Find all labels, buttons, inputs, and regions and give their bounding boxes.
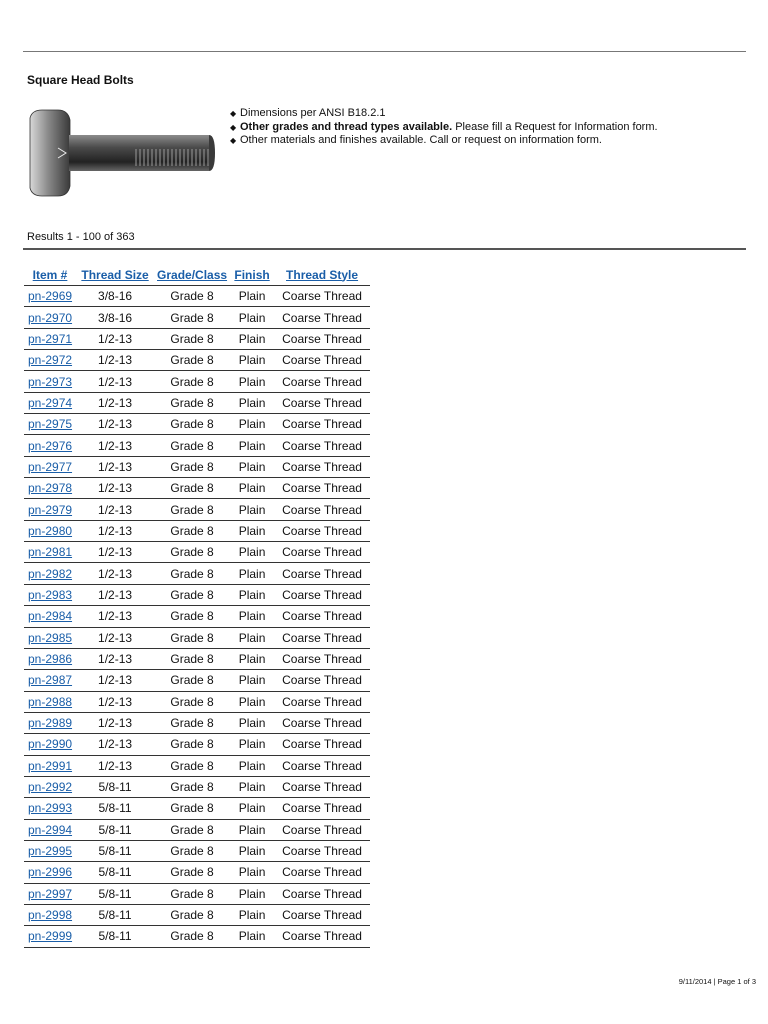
thread-size-cell: 1/2-13: [76, 755, 154, 776]
finish-cell: Plain: [230, 712, 274, 733]
item-number-link[interactable]: pn-2997: [28, 886, 73, 901]
item-number-link[interactable]: pn-2976: [28, 438, 73, 453]
feature-item: [230, 121, 658, 135]
thread-size-cell: 1/2-13: [76, 456, 154, 477]
thread-style-cell: Coarse Thread: [274, 456, 370, 477]
item-number-cell: [24, 648, 76, 669]
item-number-cell: [24, 776, 76, 797]
thread-style-cell: Coarse Thread: [274, 840, 370, 861]
item-number-link[interactable]: pn-2975: [28, 417, 73, 432]
thread-size-cell: 3/8-16: [76, 307, 154, 328]
thread-style-cell: Coarse Thread: [274, 926, 370, 947]
table-row: [24, 755, 370, 776]
item-number-cell: [24, 286, 76, 307]
sort-finish-header[interactable]: Finish: [230, 264, 274, 286]
square-head-bolt-image: [28, 108, 216, 198]
item-number-link[interactable]: pn-2974: [28, 395, 73, 410]
thread-style-cell: Coarse Thread: [274, 563, 370, 584]
sort-grade-class-header[interactable]: Grade/Class: [154, 264, 230, 286]
grade-class-cell: Grade 8: [154, 392, 230, 413]
grade-class-cell: Grade 8: [154, 904, 230, 925]
thread-size-cell: 1/2-13: [76, 499, 154, 520]
finish-cell: Plain: [230, 542, 274, 563]
grade-class-cell: Grade 8: [154, 862, 230, 883]
item-number-cell: [24, 904, 76, 925]
item-number-cell: [24, 606, 76, 627]
table-row: [24, 670, 370, 691]
grade-class-cell: Grade 8: [154, 712, 230, 733]
table-row: [24, 456, 370, 477]
grade-class-cell: Grade 8: [154, 563, 230, 584]
grade-class-cell: Grade 8: [154, 776, 230, 797]
grade-class-cell: Grade 8: [154, 926, 230, 947]
grade-class-cell: Grade 8: [154, 627, 230, 648]
item-number-cell: [24, 840, 76, 861]
thread-size-cell: 3/8-16: [76, 286, 154, 307]
table-row: [24, 862, 370, 883]
item-number-link[interactable]: pn-2993: [28, 801, 73, 816]
table-row: [24, 584, 370, 605]
item-number-cell: [24, 755, 76, 776]
grade-class-cell: Grade 8: [154, 286, 230, 307]
item-number-link[interactable]: pn-2981: [28, 545, 73, 560]
item-number-link[interactable]: pn-2992: [28, 780, 73, 795]
item-number-cell: [24, 542, 76, 563]
thread-size-cell: 5/8-11: [76, 776, 154, 797]
thread-size-cell: 1/2-13: [76, 414, 154, 435]
page-title: Square Head Bolts: [27, 73, 134, 87]
thread-style-cell: Coarse Thread: [274, 776, 370, 797]
grade-class-cell: Grade 8: [154, 840, 230, 861]
table-row: [24, 627, 370, 648]
thread-size-cell: 1/2-13: [76, 627, 154, 648]
thread-style-cell: Coarse Thread: [274, 798, 370, 819]
thread-size-cell: 1/2-13: [76, 435, 154, 456]
thread-style-cell: Coarse Thread: [274, 542, 370, 563]
item-number-link[interactable]: pn-2970: [28, 310, 73, 325]
item-number-link[interactable]: pn-2979: [28, 502, 73, 517]
table-row: [24, 648, 370, 669]
thread-style-cell: Coarse Thread: [274, 712, 370, 733]
finish-cell: Plain: [230, 307, 274, 328]
item-number-link[interactable]: pn-2982: [28, 566, 73, 581]
finish-cell: Plain: [230, 670, 274, 691]
table-row: [24, 712, 370, 733]
grade-class-cell: Grade 8: [154, 478, 230, 499]
grade-class-cell: Grade 8: [154, 883, 230, 904]
item-number-cell: [24, 520, 76, 541]
finish-cell: Plain: [230, 328, 274, 349]
feature-text: Please fill a Request for Information form.: [452, 120, 658, 133]
finish-cell: Plain: [230, 648, 274, 669]
thread-style-cell: Coarse Thread: [274, 606, 370, 627]
grade-class-cell: Grade 8: [154, 520, 230, 541]
feature-item: [230, 134, 658, 148]
finish-cell: Plain: [230, 840, 274, 861]
thread-size-cell: 1/2-13: [76, 734, 154, 755]
table-row: [24, 392, 370, 413]
item-number-cell: [24, 499, 76, 520]
finish-cell: Plain: [230, 606, 274, 627]
grade-class-cell: Grade 8: [154, 606, 230, 627]
finish-cell: Plain: [230, 350, 274, 371]
item-number-link[interactable]: pn-2996: [28, 865, 73, 880]
grade-class-cell: Grade 8: [154, 584, 230, 605]
finish-cell: Plain: [230, 414, 274, 435]
finish-cell: Plain: [230, 584, 274, 605]
table-row: [24, 734, 370, 755]
grade-class-cell: Grade 8: [154, 542, 230, 563]
grade-class-cell: Grade 8: [154, 456, 230, 477]
item-number-link[interactable]: pn-2986: [28, 652, 73, 667]
table-row: [24, 499, 370, 520]
thread-style-cell: Coarse Thread: [274, 734, 370, 755]
thread-style-cell: Coarse Thread: [274, 520, 370, 541]
grade-class-cell: Grade 8: [154, 819, 230, 840]
item-number-cell: [24, 926, 76, 947]
item-number-link[interactable]: pn-2989: [28, 716, 73, 731]
thread-size-cell: 1/2-13: [76, 371, 154, 392]
item-number-cell: [24, 819, 76, 840]
table-row: [24, 926, 370, 947]
thread-style-cell: Coarse Thread: [274, 286, 370, 307]
finish-cell: Plain: [230, 627, 274, 648]
thread-style-cell: Coarse Thread: [274, 755, 370, 776]
item-number-cell: [24, 328, 76, 349]
thread-size-cell: 1/2-13: [76, 584, 154, 605]
finish-cell: Plain: [230, 926, 274, 947]
table-row: [24, 286, 370, 307]
item-number-cell: [24, 414, 76, 435]
item-number-link[interactable]: pn-2978: [28, 481, 73, 496]
table-row: [24, 542, 370, 563]
item-number-link[interactable]: pn-2977: [28, 459, 73, 474]
thread-size-cell: 1/2-13: [76, 648, 154, 669]
thread-style-cell: Coarse Thread: [274, 883, 370, 904]
thread-style-cell: Coarse Thread: [274, 904, 370, 925]
item-number-link[interactable]: pn-2972: [28, 353, 73, 368]
item-number-cell: [24, 862, 76, 883]
item-number-cell: [24, 371, 76, 392]
page-footer: 9/11/2014 | Page 1 of 3: [678, 977, 756, 986]
table-row: [24, 435, 370, 456]
item-number-cell: [24, 350, 76, 371]
thread-size-cell: 1/2-13: [76, 392, 154, 413]
thread-style-cell: Coarse Thread: [274, 392, 370, 413]
thread-size-cell: 5/8-11: [76, 926, 154, 947]
item-number-cell: [24, 627, 76, 648]
finish-cell: Plain: [230, 499, 274, 520]
finish-cell: Plain: [230, 286, 274, 307]
thread-size-cell: 5/8-11: [76, 904, 154, 925]
item-number-link[interactable]: pn-2987: [28, 673, 73, 688]
thread-style-cell: Coarse Thread: [274, 307, 370, 328]
thread-style-cell: Coarse Thread: [274, 862, 370, 883]
table-row: [24, 606, 370, 627]
item-number-link[interactable]: pn-2969: [28, 289, 73, 304]
thread-style-cell: Coarse Thread: [274, 691, 370, 712]
diamond-bullet-icon: ◆: [230, 122, 237, 132]
table-row: [24, 819, 370, 840]
grade-class-cell: Grade 8: [154, 307, 230, 328]
feature-item: [230, 107, 658, 121]
grade-class-cell: Grade 8: [154, 734, 230, 755]
item-number-link[interactable]: pn-2971: [28, 331, 73, 346]
item-number-link[interactable]: pn-2984: [28, 609, 73, 624]
item-number-link[interactable]: pn-2994: [28, 822, 73, 837]
diamond-bullet-icon: ◆: [230, 136, 237, 145]
table-row: [24, 350, 370, 371]
thread-size-cell: 5/8-11: [76, 819, 154, 840]
item-number-cell: [24, 563, 76, 584]
grade-class-cell: Grade 8: [154, 691, 230, 712]
table-row: [24, 776, 370, 797]
thread-size-cell: 5/8-11: [76, 862, 154, 883]
thread-style-cell: Coarse Thread: [274, 328, 370, 349]
finish-cell: Plain: [230, 862, 274, 883]
item-number-cell: [24, 584, 76, 605]
table-row: [24, 798, 370, 819]
finish-cell: Plain: [230, 563, 274, 584]
item-number-cell: [24, 307, 76, 328]
item-number-cell: [24, 456, 76, 477]
results-count: Results 1 - 100 of 363: [27, 231, 135, 243]
grade-class-cell: Grade 8: [154, 670, 230, 691]
thread-size-cell: 1/2-13: [76, 328, 154, 349]
thread-style-cell: Coarse Thread: [274, 371, 370, 392]
item-number-link[interactable]: pn-2998: [28, 908, 73, 923]
sort-item-number-header[interactable]: Item #: [24, 264, 76, 286]
grade-class-cell: Grade 8: [154, 414, 230, 435]
grade-class-cell: Grade 8: [154, 755, 230, 776]
thread-size-cell: 1/2-13: [76, 712, 154, 733]
item-number-link[interactable]: pn-2991: [28, 758, 73, 773]
thread-style-cell: Coarse Thread: [274, 627, 370, 648]
item-number-cell: [24, 691, 76, 712]
thread-size-cell: 1/2-13: [76, 350, 154, 371]
feature-text: Other materials and finishes available. Call or request on information form.: [240, 134, 602, 146]
table-row: [24, 371, 370, 392]
thread-size-cell: 1/2-13: [76, 691, 154, 712]
table-row: [24, 520, 370, 541]
item-number-cell: [24, 392, 76, 413]
diamond-bullet-icon: ◆: [230, 109, 237, 118]
thread-size-cell: 1/2-13: [76, 670, 154, 691]
finish-cell: Plain: [230, 734, 274, 755]
results-divider: [23, 248, 746, 250]
grade-class-cell: Grade 8: [154, 328, 230, 349]
thread-size-cell: 5/8-11: [76, 883, 154, 904]
sort-thread-size-header[interactable]: Thread Size: [76, 264, 154, 286]
feature-list: [230, 107, 658, 148]
thread-size-cell: 1/2-13: [76, 520, 154, 541]
finish-cell: Plain: [230, 478, 274, 499]
table-row: [24, 904, 370, 925]
item-number-cell: [24, 670, 76, 691]
table-row: [24, 563, 370, 584]
thread-style-cell: Coarse Thread: [274, 648, 370, 669]
finish-cell: Plain: [230, 755, 274, 776]
top-divider: [23, 51, 746, 52]
parts-table: [24, 264, 370, 948]
grade-class-cell: Grade 8: [154, 350, 230, 371]
item-number-link[interactable]: pn-2985: [28, 630, 73, 645]
item-number-cell: [24, 435, 76, 456]
thread-style-cell: Coarse Thread: [274, 670, 370, 691]
thread-style-cell: Coarse Thread: [274, 414, 370, 435]
sort-thread-style-header[interactable]: Thread Style: [274, 264, 370, 286]
table-row: [24, 307, 370, 328]
table-header-row: [24, 264, 370, 286]
item-number-cell: [24, 478, 76, 499]
thread-style-cell: Coarse Thread: [274, 584, 370, 605]
table-row: [24, 328, 370, 349]
item-number-link[interactable]: pn-2999: [28, 929, 73, 944]
item-number-cell: [24, 712, 76, 733]
finish-cell: Plain: [230, 456, 274, 477]
finish-cell: Plain: [230, 776, 274, 797]
thread-style-cell: Coarse Thread: [274, 350, 370, 371]
grade-class-cell: Grade 8: [154, 798, 230, 819]
item-number-link[interactable]: pn-2983: [28, 587, 73, 602]
item-number-link[interactable]: pn-2995: [28, 844, 73, 859]
thread-size-cell: 5/8-11: [76, 798, 154, 819]
thread-size-cell: 1/2-13: [76, 563, 154, 584]
thread-style-cell: Coarse Thread: [274, 435, 370, 456]
item-number-link[interactable]: pn-2973: [28, 374, 73, 389]
finish-cell: Plain: [230, 798, 274, 819]
item-number-link[interactable]: pn-2988: [28, 694, 73, 709]
thread-size-cell: 1/2-13: [76, 542, 154, 563]
table-row: [24, 478, 370, 499]
feature-text: Dimensions per ANSI B18.2.1: [240, 107, 386, 119]
table-row: [24, 414, 370, 435]
finish-cell: Plain: [230, 435, 274, 456]
thread-style-cell: Coarse Thread: [274, 478, 370, 499]
finish-cell: Plain: [230, 520, 274, 541]
thread-size-cell: 5/8-11: [76, 840, 154, 861]
thread-size-cell: 1/2-13: [76, 478, 154, 499]
table-row: [24, 883, 370, 904]
parts-table-body: [24, 286, 370, 948]
finish-cell: Plain: [230, 371, 274, 392]
item-number-link[interactable]: pn-2980: [28, 523, 73, 538]
grade-class-cell: Grade 8: [154, 499, 230, 520]
grade-class-cell: Grade 8: [154, 371, 230, 392]
item-number-cell: [24, 798, 76, 819]
table-row: [24, 840, 370, 861]
finish-cell: Plain: [230, 883, 274, 904]
item-number-link[interactable]: pn-2990: [28, 737, 73, 752]
grade-class-cell: Grade 8: [154, 648, 230, 669]
finish-cell: Plain: [230, 904, 274, 925]
finish-cell: Plain: [230, 691, 274, 712]
finish-cell: Plain: [230, 392, 274, 413]
table-row: [24, 691, 370, 712]
item-number-cell: [24, 734, 76, 755]
finish-cell: Plain: [230, 819, 274, 840]
thread-style-cell: Coarse Thread: [274, 819, 370, 840]
item-number-cell: [24, 883, 76, 904]
feature-bold-text: Other grades and thread types available.: [240, 120, 453, 133]
grade-class-cell: Grade 8: [154, 435, 230, 456]
thread-size-cell: 1/2-13: [76, 606, 154, 627]
thread-style-cell: Coarse Thread: [274, 499, 370, 520]
